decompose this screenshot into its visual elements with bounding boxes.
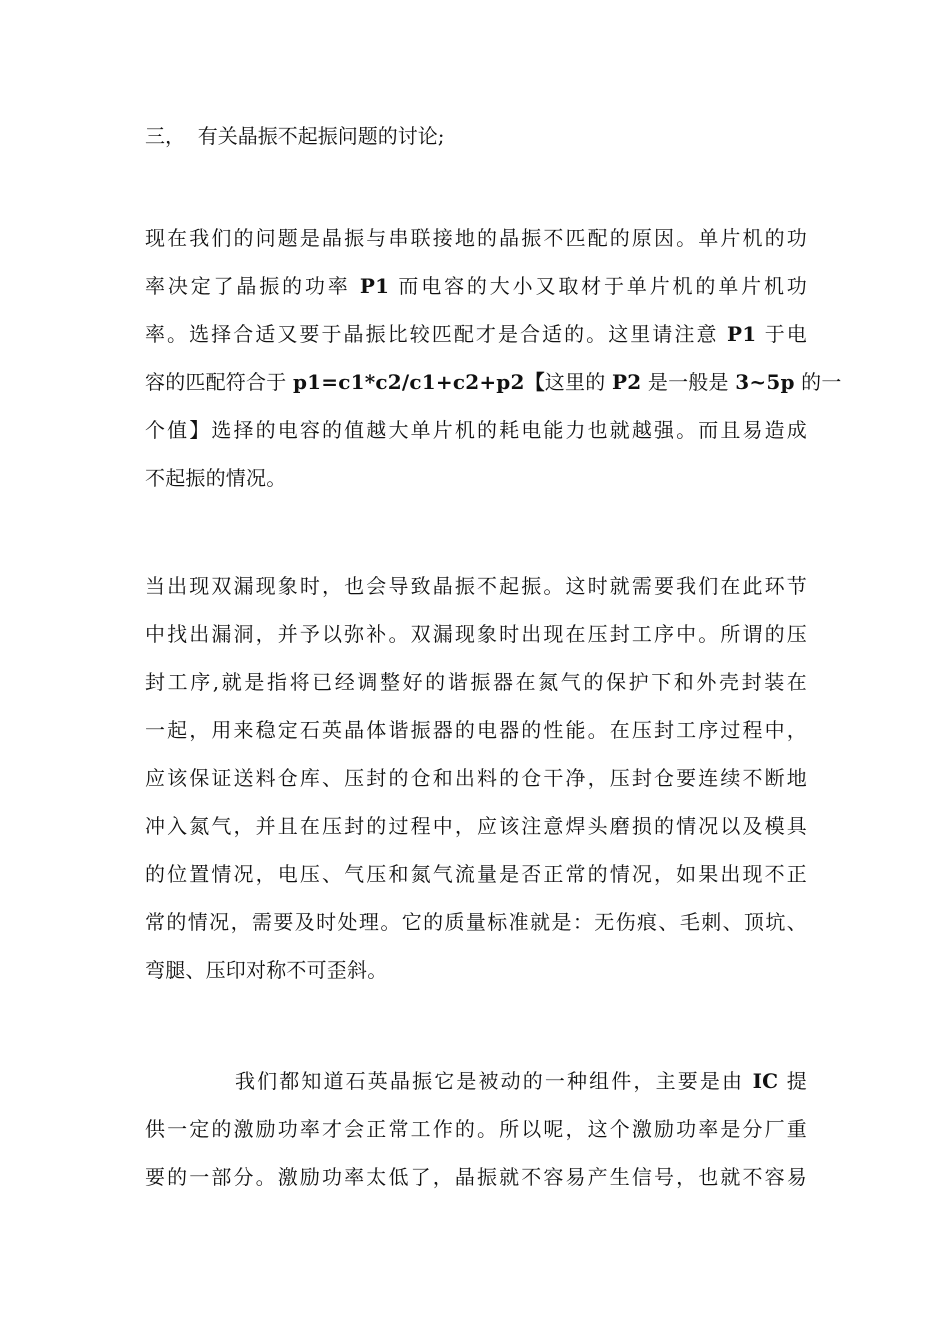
paragraph-3-line: 要的一部分。激励功率太低了，晶振就不容易产生信号，也就不容易: [145, 1165, 807, 1189]
paragraph-2-line: 封工序,就是指将已经调整好的谐振器在氮气的保护下和外壳封装在: [145, 670, 807, 694]
paragraph-1-line: 不起振的情况。: [145, 466, 287, 490]
paragraph-3: [145, 1057, 807, 1201]
paragraph-2-line: 冲入氮气，并且在压封的过程中，应该注意焊头磨损的情况以及模具: [145, 814, 807, 838]
paragraph-3-line: 我们都知道石英晶振它是被动的一种组件，主要是由 IC 提: [235, 1069, 807, 1093]
paragraph-3-line: 供一定的激励功率才会正常工作的。所以呢，这个激励功率是分厂重: [145, 1117, 807, 1141]
paragraph-2-line: 的位置情况，电压、气压和氮气流量是否正常的情况，如果出现不正: [145, 862, 807, 886]
paragraph-1-line: 个值】选择的电容的值越大单片机的耗电能力也就越强。而且易造成: [145, 418, 807, 442]
paragraph-2-line: 常的情况，需要及时处理。它的质量标准就是：无伤痕、毛刺、顶坑、: [145, 910, 807, 934]
paragraph-1-line: 现在我们的问题是晶振与串联接地的晶振不匹配的原因。单片机的功: [145, 226, 807, 250]
paragraph-2: [145, 562, 807, 994]
paragraph-1-line: 率决定了晶振的功率 P1 而电容的大小又取材于单片机的单片机功: [145, 274, 807, 298]
paragraph-1-line: 率。选择合适又要于晶振比较匹配才是合适的。这里请注意 P1 于电: [145, 322, 807, 346]
paragraph-2-line: 当出现双漏现象时，也会导致晶振不起振。这时就需要我们在此环节: [145, 574, 807, 598]
paragraph-2-line: 应该保证送料仓库、压封的仓和出料的仓干净，压封仓要连续不断地: [145, 766, 807, 790]
paragraph-2-line: 弯腿、压印对称不可歪斜。: [145, 958, 388, 982]
paragraph-2-line: 一起，用来稳定石英晶体谐振器的电器的性能。在压封工序过程中，: [145, 718, 807, 742]
paragraph-1-line: 容的匹配符合于 p1=c1*c2/c1+c2+p2【这里的 P2 是一般是 3~5p 的一: [145, 370, 842, 394]
paragraph-2-line: 中找出漏洞，并予以弥补。双漏现象时出现在压封工序中。所谓的压: [145, 622, 807, 646]
paragraph-1: [145, 214, 842, 502]
section-heading: 三， 有关晶振不起振问题的讨论;: [145, 124, 445, 148]
